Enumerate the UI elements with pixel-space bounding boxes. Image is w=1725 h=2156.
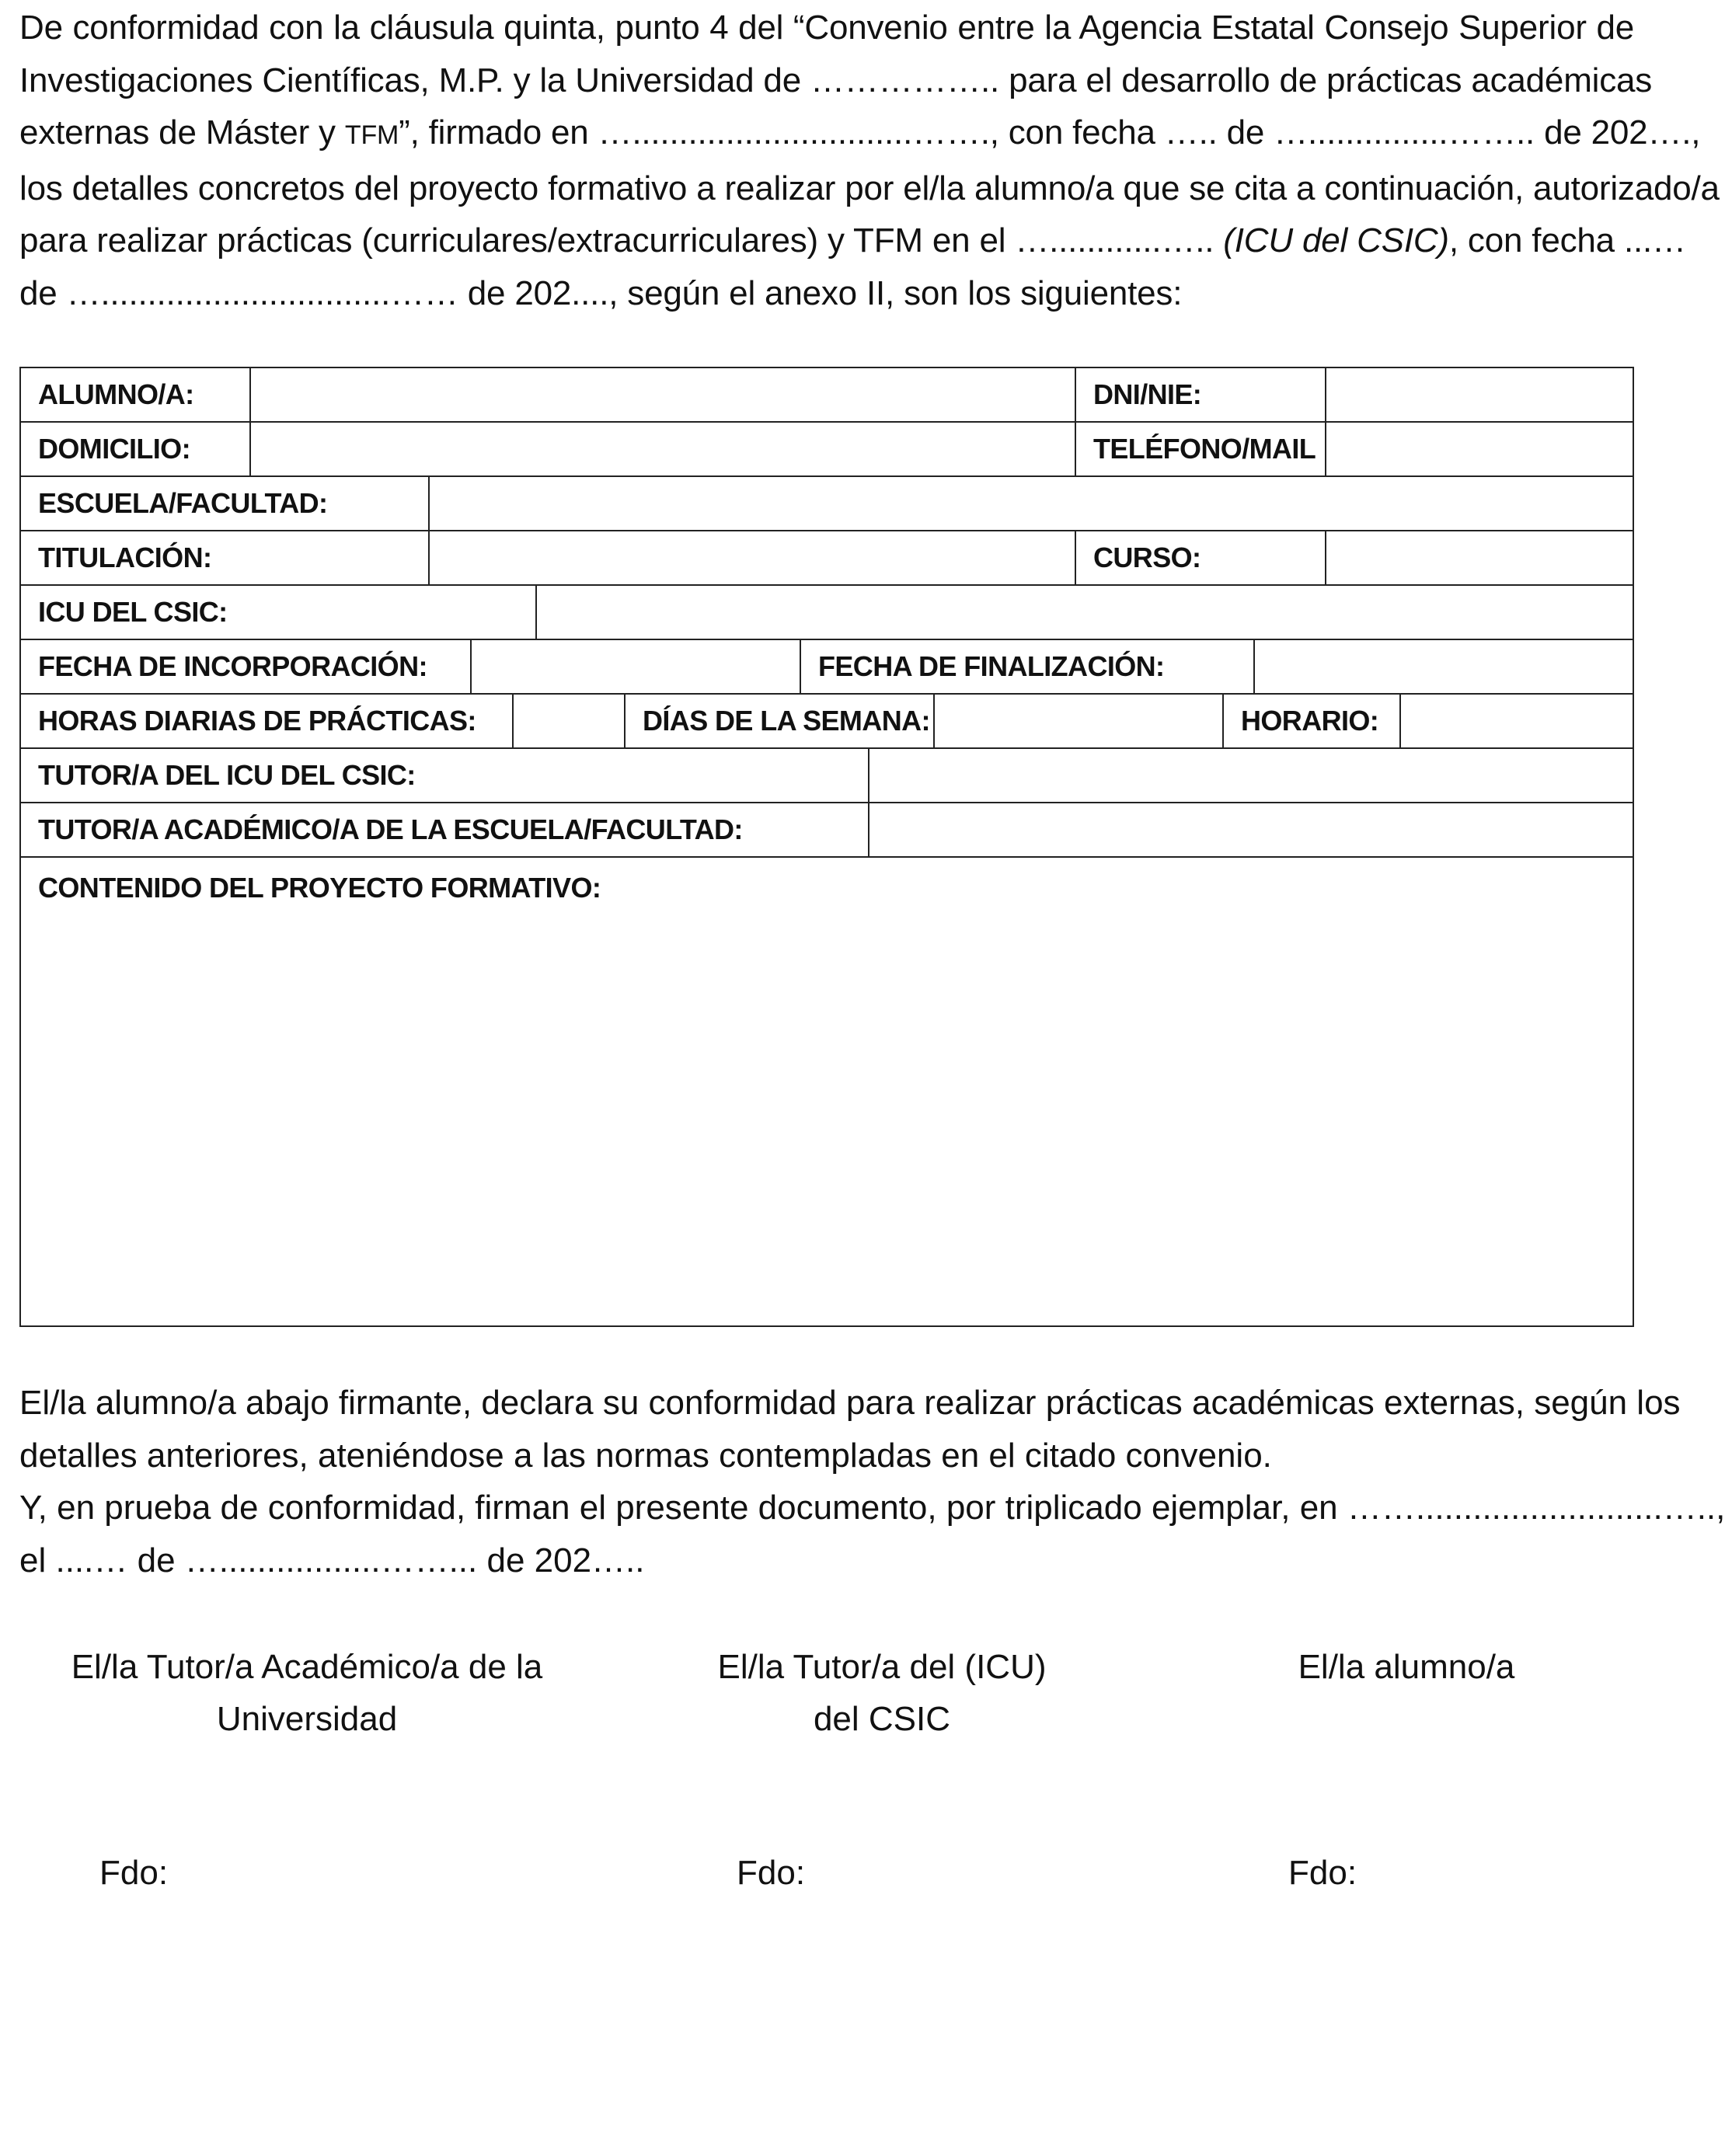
intro-line-4: los detalles concretos del proyecto formativo a realizar por el/la alumno/a que se cita a continuación, autorizado/a — [19, 169, 1720, 207]
domicilio-field[interactable] — [251, 423, 1076, 475]
telefono-field[interactable] — [1326, 423, 1633, 475]
signature-tutor-icu-line-1: El/la Tutor/a del (ICU) — [717, 1648, 1047, 1686]
intro-line-3-part-c: ”, firmado en …..............................……., con fecha ….. de …...............…….. de 202…., — [399, 113, 1701, 152]
fecha-finalizacion-field[interactable] — [1255, 640, 1633, 693]
signature-block-alumno — [1274, 1641, 1539, 1693]
icu-field[interactable] — [537, 586, 1633, 639]
signature-tutor-academico-line-1: El/la Tutor/a Académico/a de la — [71, 1648, 543, 1686]
form-row-fechas — [21, 640, 1633, 695]
fdo-tutor-icu: Fdo: — [737, 1854, 806, 1892]
form-row-horas — [21, 695, 1633, 749]
form-row-alumno — [21, 368, 1633, 423]
titulacion-label: TITULACIÓN: — [21, 531, 430, 584]
intro-line-3-tfm: TFM — [344, 120, 399, 150]
closing-line-4: el ....… de ….................……... de 202….. — [19, 1541, 645, 1580]
curso-label: CURSO: — [1076, 531, 1326, 584]
practice-details-form — [19, 367, 1634, 1327]
form-row-tutor-academico — [21, 803, 1633, 858]
tutor-icu-label: TUTOR/A DEL ICU DEL CSIC: — [21, 749, 869, 802]
closing-paragraph — [19, 1377, 1725, 1587]
intro-line-5 — [19, 214, 1686, 267]
tutor-academico-field[interactable] — [869, 803, 1633, 856]
signature-alumno-line-1: El/la alumno/a — [1298, 1648, 1515, 1686]
contenido-label: CONTENIDO DEL PROYECTO FORMATIVO: — [38, 872, 601, 904]
fdo-tutor-academico: Fdo: — [99, 1854, 169, 1892]
horario-field[interactable] — [1401, 695, 1633, 747]
fecha-finalizacion-label: FECHA DE FINALIZACIÓN: — [801, 640, 1255, 693]
signature-tutor-icu-line-2: del CSIC — [813, 1700, 951, 1738]
horas-label: HORAS DIARIAS DE PRÁCTICAS: — [21, 695, 514, 747]
form-row-titulacion — [21, 531, 1633, 586]
curso-field[interactable] — [1326, 531, 1633, 584]
fecha-incorporacion-field[interactable] — [472, 640, 801, 693]
titulacion-field[interactable] — [430, 531, 1076, 584]
contenido-field[interactable] — [21, 858, 1633, 1325]
form-row-tutor-icu — [21, 749, 1633, 803]
horario-label: HORARIO: — [1224, 695, 1401, 747]
tutor-academico-label: TUTOR/A ACADÉMICO/A DE LA ESCUELA/FACULTAD: — [21, 803, 869, 856]
icu-label: ICU DEL CSIC: — [21, 586, 537, 639]
horas-field[interactable] — [514, 695, 626, 747]
dias-field[interactable] — [935, 695, 1224, 747]
fdo-alumno: Fdo: — [1288, 1854, 1357, 1892]
form-row-domicilio — [21, 423, 1633, 477]
alumno-field[interactable] — [251, 368, 1076, 421]
escuela-field[interactable] — [430, 477, 1633, 530]
signature-tutor-academico-line-2: Universidad — [216, 1700, 398, 1738]
intro-line-6: de …...............................…… de 202...., según el anexo II, son los siguientes: — [19, 273, 1183, 312]
intro-line-1: De conformidad con la cláusula quinta, punto 4 del “Convenio entre la Agencia Estatal Consejo Superior de — [19, 9, 1634, 47]
closing-line-1: El/la alumno/a abajo firmante, declara su conformidad para realizar prácticas académicas externas, según los — [19, 1384, 1681, 1422]
dias-label: DÍAS DE LA SEMANA: — [626, 695, 935, 747]
form-row-icu — [21, 586, 1633, 640]
tutor-icu-field[interactable] — [869, 749, 1633, 802]
closing-line-2: detalles anteriores, ateniéndose a las normas contempladas en el citado convenio. — [19, 1436, 1272, 1475]
intro-line-2: Investigaciones Científicas, M.P. y la Universidad de …………….. para el desarrollo de prácticas académicas — [19, 61, 1653, 99]
fecha-incorporacion-label: FECHA DE INCORPORACIÓN: — [21, 640, 472, 693]
intro-line-5-icu: (ICU del CSIC) — [1223, 221, 1449, 259]
dni-label: DNI/NIE: — [1076, 368, 1326, 421]
dni-field[interactable] — [1326, 368, 1633, 421]
signature-block-tutor-academico — [66, 1641, 548, 1745]
closing-line-3: Y, en prueba de conformidad, firman el presente documento, por triplicado ejemplar, en ……..........................….., — [19, 1489, 1725, 1527]
intro-line-3 — [19, 106, 1701, 162]
form-row-escuela — [21, 477, 1633, 531]
signature-block-tutor-icu — [703, 1641, 1061, 1745]
intro-line-3-part-a: externas de Máster y — [19, 113, 345, 152]
escuela-label: ESCUELA/FACULTAD: — [21, 477, 430, 530]
intro-line-5-part-a: para realizar prácticas (curriculares/extracurriculares) y TFM en el …............….. — [19, 221, 1224, 259]
intro-line-5-part-c: , con fecha ...… — [1448, 221, 1686, 259]
domicilio-label: DOMICILIO: — [21, 423, 251, 475]
alumno-label: ALUMNO/A: — [21, 368, 251, 421]
intro-paragraph — [19, 2, 1720, 319]
telefono-label: TELÉFONO/MAIL — [1076, 423, 1326, 475]
